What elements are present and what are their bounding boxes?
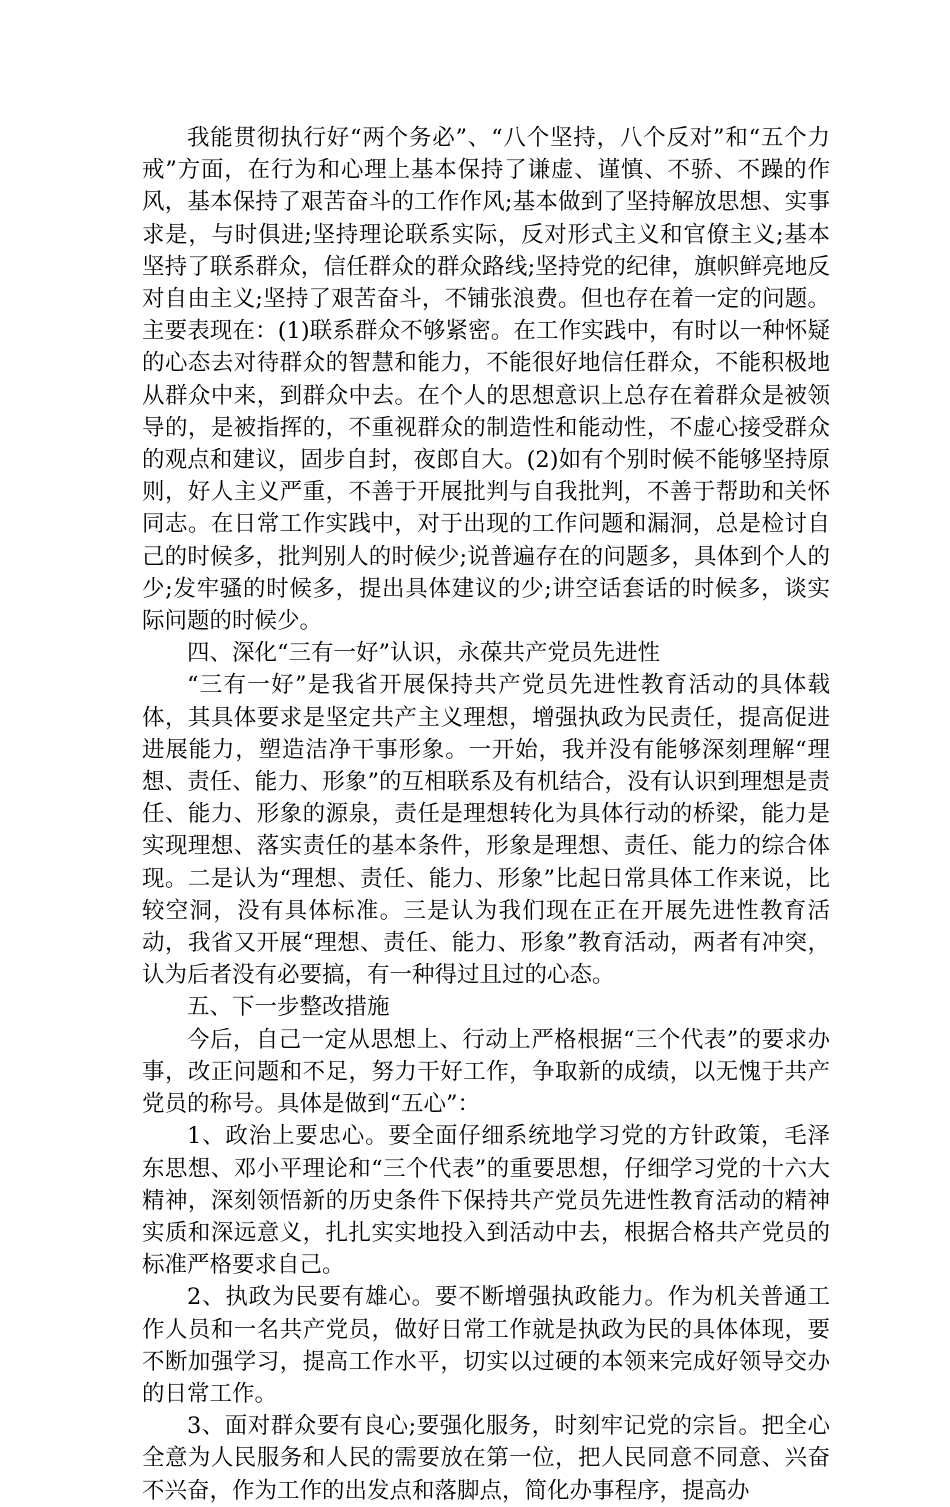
paragraph-san-you-yi-hao: “三有一好”是我省开展保持共产党员先进性教育活动的具体载体，其具体要求是坚定共产主义理想，增强执政为民责任，提高促进进展能力，塑造洁净干事形象。一开始，我并没有能够深刻理解“理想、责任、能力、形象”的互相联系及有机结合，没有认识到理想是责任、能力、形象的源泉，责任是理想转化为具体行动的桥梁，能力是实现理想、落实责任的基本条件，形象是理想、责任、能力的综合体现。二是认为“理想、责任、能力、形象”比起日常具体工作来说，比较空洞，没有具体标准。三是认为我们现在正在开展先进性教育活动，我省又开展“理想、责任、能力、形象”教育活动，两者有冲突，认为后者没有必要搞，有一种得过且过的心态。	[142, 672, 830, 989]
paragraph-item-2: 2、执政为民要有雄心。要不断增强执政能力。作为机关普通工作人员和一名共产党员，做好日常工作就是执政为民的具体体现，要不断加强学习，提高工作水平，切实以过硬的本领来完成好领导交办的日常工作。	[142, 1284, 830, 1407]
paragraph-item-1: 1、政治上要忠心。要全面仔细系统地学习党的方针政策，毛泽东思想、邓小平理论和“三个代表”的重要思想，仔细学习党的十六大精神，深刻领悟新的历史条件下保持共产党员先进性教育活动的精神实质和深远意义，扎扎实实地投入到活动中去，根据合格共产党员的标准严格要求自己。	[142, 1123, 830, 1279]
document-body	[142, 122, 830, 1507]
paragraph-future-plan: 今后，自己一定从思想上、行动上严格根据“三个代表”的要求办事，改正问题和不足，努力干好工作，争取新的成绩，以无愧于共产党员的称号。具体是做到“五心”：	[142, 1026, 830, 1118]
section-heading-five: 五、下一步整改措施	[187, 994, 390, 1021]
section-heading-four: 四、深化“三有一好”认识，永葆共产党员先进性	[187, 640, 661, 667]
paragraph-self-assessment: 我能贯彻执行好“两个务必”、“八个坚持，八个反对”和“五个力戒”方面，在行为和心理上基本保持了谦虚、谨慎、不骄、不躁的作风，基本保持了艰苦奋斗的工作作风;基本做到了坚持解放思想、实事求是，与时俱进;坚持理论联系实际，反对形式主义和官僚主义;基本坚持了联系群众，信任群众的群众路线;坚持党的纪律，旗帜鲜亮地反对自由主义;坚持了艰苦奋斗，不铺张浪费。但也存在着一定的问题。主要表现在：(1)联系群众不够紧密。在工作实践中，有时以一种怀疑的心态去对待群众的智慧和能力，不能很好地信任群众，不能积极地从群众中来，到群众中去。在个人的思想意识上总存在着群众是被领导的，是被指挥的，不重视群众的制造性和能动性，不虚心接受群众的观点和建议，固步自封，夜郎自大。(2)如有个别时候不能够坚持原则，好人主义严重，不善于开展批判与自我批判，不善于帮助和关怀同志。在日常工作实践中，对于出现的工作问题和漏洞，总是检讨自己的时候多，批判别人的时候少;说普遍存在的问题多，具体到个人的少;发牢骚的时候多，提出具体建议的少;讲空话套话的时候多，谈实际问题的时候少。	[142, 125, 830, 635]
paragraph-item-3: 3、面对群众要有良心;要强化服务，时刻牢记党的宗旨。把全心全意为人民服务和人民的需要放在第一位，把人民同意不同意、兴奋不兴奋，作为工作的出发点和落脚点，简化办事程序，提高办	[142, 1413, 830, 1504]
